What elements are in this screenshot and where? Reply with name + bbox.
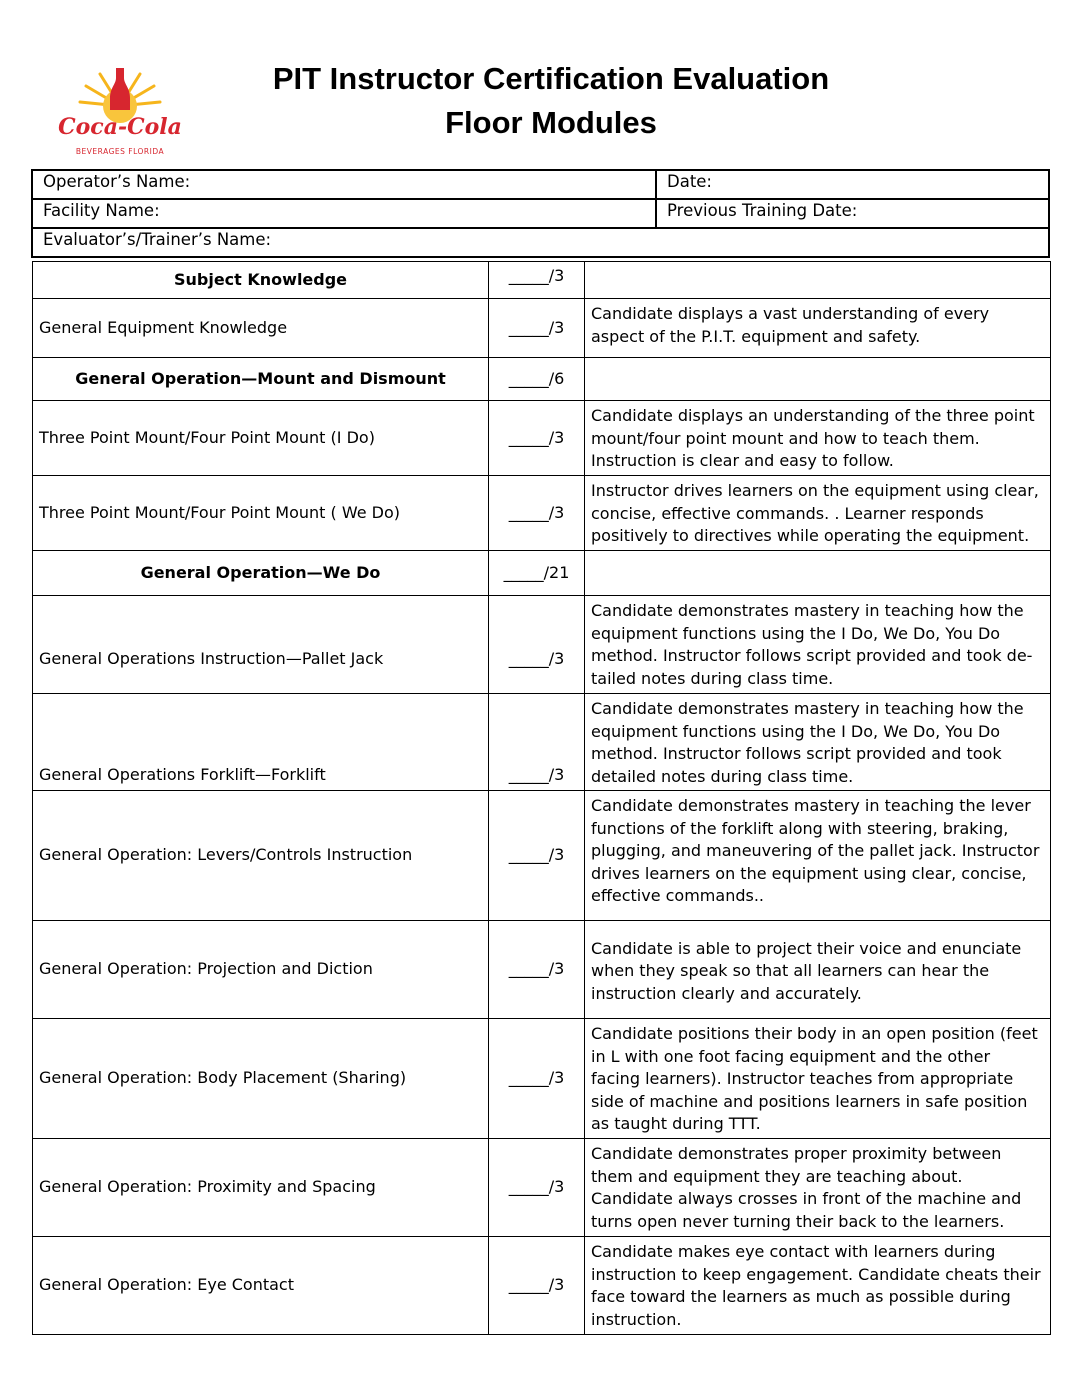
score-field[interactable]: _____/3 [489,1237,585,1335]
date-field[interactable]: Date: [656,170,1049,199]
score-field[interactable]: _____/3 [489,1139,585,1237]
svg-text:Coca-Cola: Coca-Cola [58,114,182,140]
score-field[interactable]: _____/3 [489,1019,585,1139]
table-row [33,921,1051,1019]
table-row [33,596,1051,694]
criterion-label: General Operation: Proximity and Spacing [33,1139,489,1237]
section-row [33,262,1051,299]
section-label: General Operation—We Do [33,551,489,596]
table-row [33,1237,1051,1335]
table-row [33,694,1051,791]
criterion-label: General Operations Instruction—Pallet Jack [33,596,489,694]
criteria-description: Candidate makes eye contact with learners during instruction to keep engagement. Candidate cheats their face toward the learners as much as possible during instruction. [585,1237,1051,1335]
criterion-label: General Operation: Projection and Diction [33,921,489,1019]
criteria-description [585,358,1051,401]
score-field[interactable]: _____/3 [489,299,585,358]
score-field[interactable]: _____/21 [489,551,585,596]
form-title: PIT Instructor Certification Evaluation [272,61,830,96]
score-field[interactable]: _____/3 [489,262,585,299]
criteria-description: Candidate positions their body in an open position (feet in L with one foot facing equipment and the other facing learners). Instructor teaches from appropriate side of machine and positions learners in safe position as taught during TTT. [585,1019,1051,1139]
operator-name-field[interactable]: Operator’s Name: [32,170,656,199]
info-table [31,169,1050,258]
criteria-description [585,262,1051,299]
score-field[interactable]: _____/3 [489,596,585,694]
score-field[interactable]: _____/3 [489,476,585,551]
table-row [33,299,1051,358]
score-field[interactable]: _____/3 [489,921,585,1019]
table-row [33,476,1051,551]
svg-text:BEVERAGES FLORIDA: BEVERAGES FLORIDA [75,147,165,156]
section-row [33,358,1051,401]
form-subtitle: Floor Modules [445,105,657,140]
criteria-description: Candidate is able to project their voice and enunciate when they speak so that all learners can hear the instruction clearly and accurately. [585,921,1051,1019]
criterion-label: General Operation: Levers/Controls Instruction [33,791,489,921]
criterion-label: General Operations Forklift—Forklift [33,694,489,791]
criteria-description: Candidate displays a vast understanding of every aspect of the P.I.T. equipment and safety. [585,299,1051,358]
score-field[interactable]: _____/6 [489,358,585,401]
table-row [33,791,1051,921]
criteria-description: Candidate demonstrates mastery in teaching how the equipment functions using the I Do, We Do, You Do method. Instructor follows script provided and took detailed notes during class time. [585,694,1051,791]
criteria-description: Instructor drives learners on the equipment using clear, concise, effective commands. . Learner responds positively to directives while operating the equipment. [585,476,1051,551]
criteria-description: Candidate displays an understanding of the three point mount/four point mount and how to teach them. Instruction is clear and easy to follow. [585,401,1051,476]
criteria-description: Candidate demonstrates mastery in teaching the lever functions of the forklift along with steering, braking, plugging, and maneuvering of the pallet jack. Instructor drives learners on the equipment using clear, concise, effective commands.. [585,791,1051,921]
evaluation-table [32,261,1051,1335]
facility-name-field[interactable]: Facility Name: [32,199,656,228]
score-field[interactable]: _____/3 [489,694,585,791]
table-row [33,1139,1051,1237]
criteria-description: Candidate demonstrates mastery in teaching how the equipment functions using the I Do, We Do, You Do method. Instructor follows script provided and took de-tailed notes during class time. [585,596,1051,694]
section-row [33,551,1051,596]
evaluator-name-field[interactable]: Evaluator’s/Trainer’s Name: [32,228,1049,257]
coca-cola-logo [58,66,182,158]
criterion-label: Three Point Mount/Four Point Mount ( We Do) [33,476,489,551]
section-label: Subject Knowledge [33,262,489,299]
criteria-description [585,551,1051,596]
score-field[interactable]: _____/3 [489,791,585,921]
criteria-description: Candidate demonstrates proper proximity between them and equipment they are teaching about. Candidate always crosses in front of the machine and turns open never turning their back to the learners. [585,1139,1051,1237]
table-row [33,401,1051,476]
criterion-label: General Operation: Body Placement (Sharing) [33,1019,489,1139]
score-field[interactable]: _____/3 [489,401,585,476]
criterion-label: Three Point Mount/Four Point Mount (I Do) [33,401,489,476]
table-row [33,1019,1051,1139]
section-label: General Operation—Mount and Dismount [33,358,489,401]
criterion-label: General Operation: Eye Contact [33,1237,489,1335]
previous-training-date-field[interactable]: Previous Training Date: [656,199,1049,228]
criterion-label: General Equipment Knowledge [33,299,489,358]
